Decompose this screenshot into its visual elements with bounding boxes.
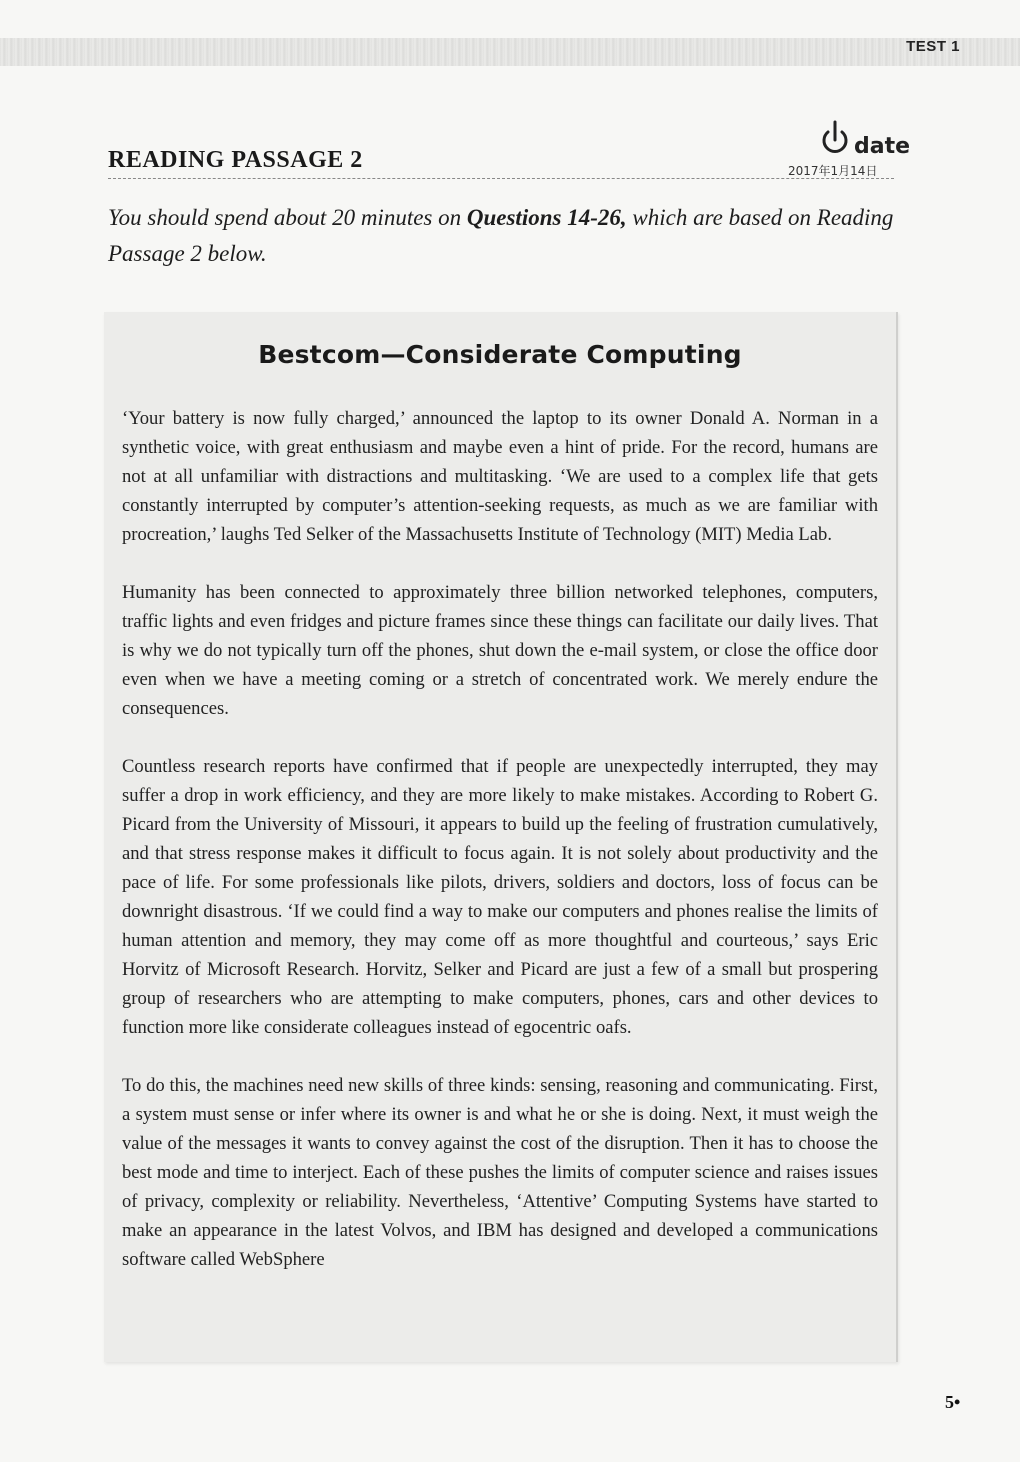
date-label: date <box>854 134 911 159</box>
test-label: TEST 1 <box>906 38 960 55</box>
heading-divider <box>108 178 894 179</box>
instructions <box>108 200 898 272</box>
paragraph-3: Countless research reports have confirmed that if people are unexpectedly interrupted, they may suffer a drop in work efficiency, and they are more likely to make mistakes. According to Robert G. Picard from the University of Missouri, it appears to build up the feeling of frustration cumulatively, and that stress response makes it difficult to focus again. It is not solely about productivity and the pace of life. For some professionals like pilots, drivers, soldiers and doctors, loss of focus can be downright disastrous. ‘If we could find a way to make our computers and phones realise the limits of human attention and memory, they may come off as more thoughtful and courteous,’ says Eric Horvitz of Microsoft Research. Horvitz, Selker and Picard are just a few of a small but prospering group of researchers who are attempting to make computers, phones, cars and other devices to function more like considerate colleagues instead of egocentric oafs. <box>122 756 878 1038</box>
page-number-dot: • <box>954 1392 961 1412</box>
page-number-value: 5 <box>945 1392 954 1412</box>
passage-heading: READING PASSAGE 2 <box>108 147 363 173</box>
header-strip <box>0 38 1020 66</box>
date-value: 2017年1月14日 <box>788 164 878 178</box>
instructions-text-start: You should spend about 20 minutes on <box>108 205 467 230</box>
date-stamp <box>784 118 911 178</box>
reading-passage <box>104 312 898 1362</box>
paragraph-2: Humanity has been connected to approximately three billion networked telephones, computers, traffic lights and even fridges and picture frames since these things can facilitate our daily lives. That is why we do not typically turn off the phones, shut down the e-mail system, or close the office door even when we have a meeting coming or a stretch of concentrated work. We merely endure the consequences. <box>122 582 878 719</box>
power-icon <box>818 118 852 158</box>
paragraph-4: To do this, the machines need new skills of three kinds: sensing, reasoning and communicating. First, a system must sense or infer where its owner is and what he or she is doing. Next, it must weigh the value of the messages it wants to convey against the cost of the disruption. Then it has to choose the best mode and time to interject. Each of these pushes the limits of computer science and raises issues of privacy, complexity or reliability. Nevertheless, ‘Attentive’ Computing Systems have started to make an appearance in the latest Volvos, and IBM has designed and developed a communications software called WebSphere <box>122 1075 878 1270</box>
question-range: Questions 14-26, <box>466 205 627 230</box>
paragraph-1: ‘Your battery is now fully charged,’ announced the laptop to its owner Donald A. Norman in a synthetic voice, with great enthusiasm and maybe even a hint of pride. For the record, humans are not at all unfamiliar with distractions and multitasking. ‘We are used to a complex life that gets constantly interrupted by computer’s attention-seeking requests, as much as we are familiar with procreation,’ laughs Ted Selker of the Massachusetts Institute of Technology (MIT) Media Lab. <box>122 408 878 545</box>
passage-body <box>122 404 878 1303</box>
passage-title: Bestcom—Considerate Computing <box>258 340 742 369</box>
page-number <box>945 1392 960 1413</box>
instructions-text-end: which are based on Reading Passage 2 below. <box>108 205 894 266</box>
